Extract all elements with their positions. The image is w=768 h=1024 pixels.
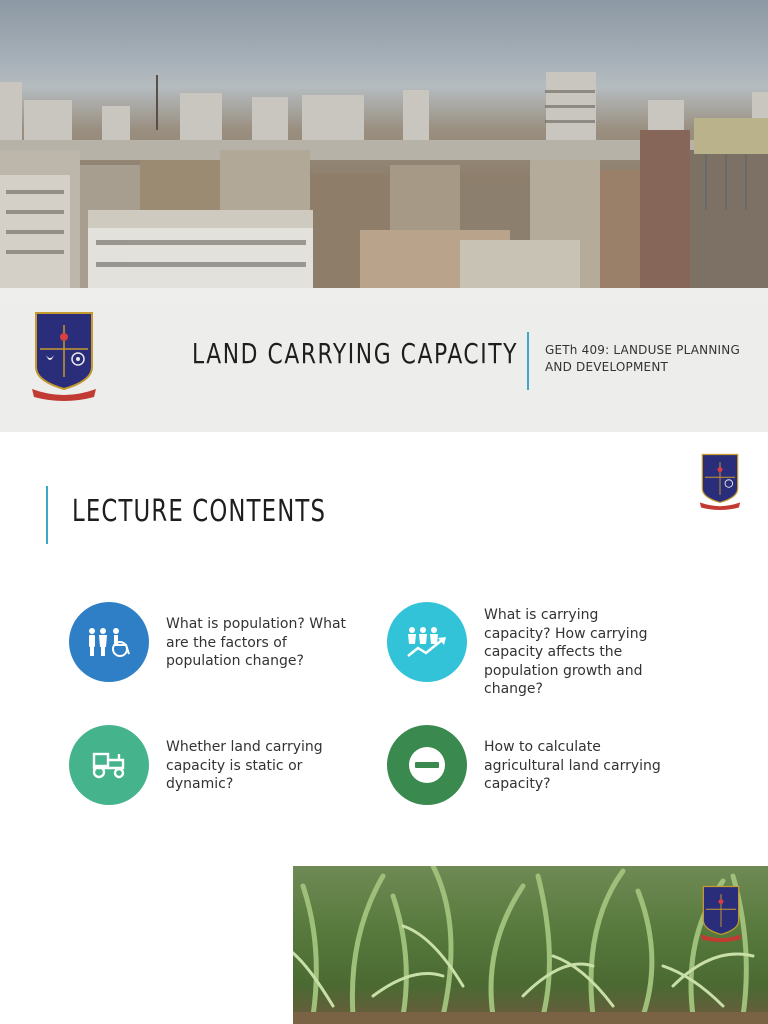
content-item-text: What is carrying capacity? How carrying capacity affects the population growth and change? <box>484 607 648 697</box>
lecture-contents-slide <box>0 432 768 864</box>
course-line-2: AND DEVELOPMENT <box>545 360 669 374</box>
next-slide-preview <box>0 864 768 1024</box>
slide-heading: LECTURE CONTENTS <box>72 494 327 529</box>
content-item-text: How to calculate agricultural land carrying capacity? <box>484 739 661 792</box>
heading-accent-bar <box>46 486 48 544</box>
university-seal-icon <box>30 309 98 401</box>
minus-circle-icon <box>387 725 467 805</box>
people-growth-icon <box>387 602 467 682</box>
content-item-text: What is population? What are the factors of population change? <box>166 616 347 669</box>
course-line-1: GETh 409: LANDUSE PLANNING <box>545 343 740 357</box>
university-seal-icon <box>698 452 742 510</box>
course-code <box>545 342 760 376</box>
title-slide <box>0 0 768 432</box>
corn-field-photo <box>293 866 768 1024</box>
university-seal-icon <box>699 884 743 942</box>
presentation-title: LAND CARRYING CAPACITY <box>192 337 519 370</box>
people-accessibility-icon <box>69 602 149 682</box>
content-item-text: Whether land carrying capacity is static or dynamic? <box>166 739 323 792</box>
tractor-icon <box>69 725 149 805</box>
title-divider <box>527 332 529 390</box>
